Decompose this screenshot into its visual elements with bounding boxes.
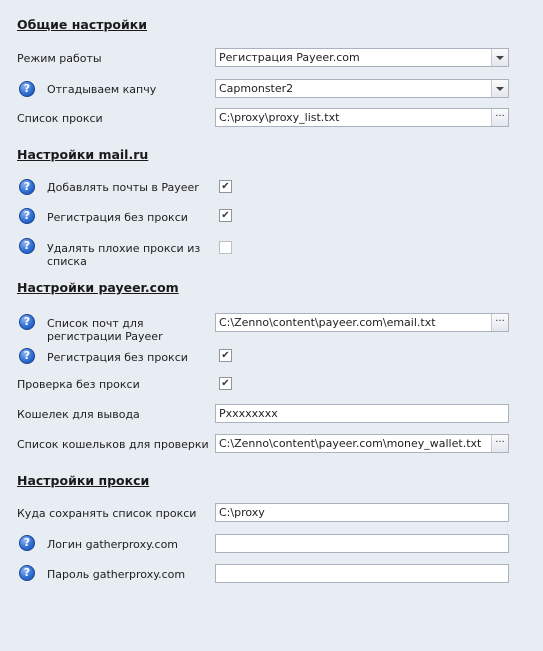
wallet-input[interactable] <box>215 404 509 423</box>
save-path-input[interactable] <box>215 503 509 522</box>
help-icon[interactable]: ? <box>19 535 35 551</box>
captcha-dropdown[interactable] <box>215 79 509 98</box>
remove-bad-proxy-checkbox[interactable] <box>219 241 232 254</box>
help-icon[interactable]: ? <box>19 565 35 581</box>
help-icon[interactable]: ? <box>19 208 35 224</box>
captcha-label: Отгадываем капчу <box>47 83 157 96</box>
gatherproxy-login-label: Логин gatherproxy.com <box>47 538 179 551</box>
captcha-dropdown-button[interactable] <box>491 80 508 97</box>
help-icon[interactable]: ? <box>19 179 35 195</box>
mode-dropdown[interactable] <box>215 48 509 67</box>
proxy-list-value: C:\proxy\proxy_list.txt <box>219 111 340 124</box>
section-title-general: Общие настройки <box>17 17 148 32</box>
section-title-proxy: Настройки прокси <box>17 473 150 488</box>
gatherproxy-password-input[interactable] <box>215 564 509 583</box>
email-list-input[interactable] <box>215 313 509 332</box>
help-icon[interactable]: ? <box>19 238 35 254</box>
proxy-list-input[interactable] <box>215 108 509 127</box>
gatherproxy-login-input[interactable] <box>215 534 509 553</box>
add-mail-label: Добавлять почты в Payeer <box>47 181 199 194</box>
add-mail-checkbox[interactable]: ✔ <box>219 180 232 193</box>
remove-bad-proxy-label: Удалять плохие прокси из списка <box>47 242 201 268</box>
wallet-label: Кошелек для вывода <box>17 408 140 421</box>
chevron-down-icon <box>496 56 504 60</box>
mailru-reg-no-proxy-label: Регистрация без прокси <box>47 211 188 224</box>
email-list-browse-button[interactable]: ··· <box>491 314 508 331</box>
mailru-reg-no-proxy-checkbox[interactable]: ✔ <box>219 209 232 222</box>
wallet-list-value: C:\Zenno\content\payeer.com\money_wallet.txt <box>219 437 482 450</box>
check-no-proxy-checkbox[interactable]: ✔ <box>219 377 232 390</box>
proxy-list-browse-button[interactable]: ··· <box>491 109 508 126</box>
help-icon[interactable]: ? <box>19 81 35 97</box>
captcha-value: Capmonster2 <box>219 82 294 95</box>
check-no-proxy-label: Проверка без прокси <box>17 378 140 391</box>
payeer-reg-no-proxy-label: Регистрация без прокси <box>47 351 188 364</box>
chevron-down-icon <box>496 87 504 91</box>
wallet-list-input[interactable] <box>215 434 509 453</box>
mode-dropdown-button[interactable] <box>491 49 508 66</box>
mode-value: Регистрация Payeer.com <box>219 51 360 64</box>
mode-label: Режим работы <box>17 52 102 65</box>
email-list-label: Список почт для регистрации Payeer <box>47 317 163 343</box>
save-path-value: C:\proxy <box>219 506 265 519</box>
proxy-list-label: Список прокси <box>17 112 103 125</box>
email-list-value: C:\Zenno\content\payeer.com\email.txt <box>219 316 436 329</box>
wallet-list-label: Список кошельков для проверки <box>17 438 209 451</box>
payeer-reg-no-proxy-checkbox[interactable]: ✔ <box>219 349 232 362</box>
gatherproxy-password-label: Пароль gatherproxy.com <box>47 568 186 581</box>
section-title-payeer: Настройки payeer.com <box>17 280 179 295</box>
wallet-value: Pxxxxxxxx <box>219 407 278 420</box>
help-icon[interactable]: ? <box>19 314 35 330</box>
help-icon[interactable]: ? <box>19 348 35 364</box>
section-title-mailru: Настройки mail.ru <box>17 147 149 162</box>
save-path-label: Куда сохранять список прокси <box>17 507 197 520</box>
wallet-list-browse-button[interactable]: ··· <box>491 435 508 452</box>
